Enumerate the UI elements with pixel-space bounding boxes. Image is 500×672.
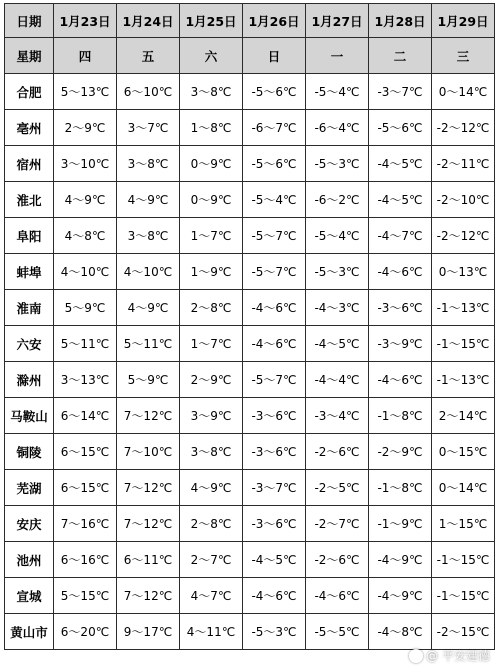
temperature-cell: 0～9℃	[180, 182, 243, 218]
temperature-cell: 7～12℃	[117, 506, 180, 542]
temperature-cell: -2～5℃	[306, 470, 369, 506]
temperature-cell: -1～8℃	[369, 470, 432, 506]
temperature-cell: -4～6℃	[243, 326, 306, 362]
temperature-cell: 4～9℃	[180, 470, 243, 506]
temperature-cell: 5～11℃	[117, 326, 180, 362]
temperature-cell: -4～5℃	[369, 146, 432, 182]
temperature-cell: 0～14℃	[432, 74, 495, 110]
temperature-cell: -4～6℃	[369, 254, 432, 290]
temperature-cell: -4～6℃	[306, 578, 369, 614]
temperature-cell: 4～10℃	[54, 254, 117, 290]
temperature-cell: -5～6℃	[243, 146, 306, 182]
table-row	[5, 146, 495, 182]
temperature-cell: 5～13℃	[54, 74, 117, 110]
date-cell: 1月23日	[54, 4, 117, 38]
temperature-cell: -4～5℃	[306, 326, 369, 362]
city-name: 马鞍山	[5, 398, 54, 434]
date-header-row	[5, 4, 495, 38]
temperature-cell: -1～13℃	[432, 290, 495, 326]
temperature-cell: -6～2℃	[306, 182, 369, 218]
temperature-cell: -5～3℃	[306, 254, 369, 290]
temperature-cell: -1～9℃	[369, 506, 432, 542]
city-name: 池州	[5, 542, 54, 578]
table-row	[5, 578, 495, 614]
temperature-cell: 7～12℃	[117, 470, 180, 506]
date-cell: 1月24日	[117, 4, 180, 38]
date-cell: 1月25日	[180, 4, 243, 38]
temperature-cell: 7～16℃	[54, 506, 117, 542]
temperature-cell: -2～6℃	[306, 542, 369, 578]
temperature-cell: 2～7℃	[180, 542, 243, 578]
city-name: 滁州	[5, 362, 54, 398]
temperature-cell: 3～9℃	[180, 398, 243, 434]
temperature-cell: -4～8℃	[369, 614, 432, 650]
temperature-cell: 1～9℃	[180, 254, 243, 290]
temperature-cell: -3～7℃	[243, 470, 306, 506]
temperature-cell: 3～8℃	[180, 74, 243, 110]
temperature-cell: -3～6℃	[243, 398, 306, 434]
weekday-header-row	[5, 38, 495, 74]
date-label: 日期	[5, 4, 54, 38]
temperature-cell: -2～11℃	[432, 146, 495, 182]
city-name: 宿州	[5, 146, 54, 182]
temperature-cell: -4～5℃	[243, 542, 306, 578]
city-name: 淮北	[5, 182, 54, 218]
city-name: 蚌埠	[5, 254, 54, 290]
weekday-cell: 二	[369, 38, 432, 74]
temperature-cell: 3～8℃	[180, 434, 243, 470]
temperature-cell: -4～9℃	[369, 578, 432, 614]
temperature-cell: 7～10℃	[117, 434, 180, 470]
temperature-cell: 4～10℃	[117, 254, 180, 290]
weekday-label: 星期	[5, 38, 54, 74]
temperature-cell: -2～9℃	[369, 434, 432, 470]
weekday-cell: 一	[306, 38, 369, 74]
temperature-cell: -4～6℃	[243, 578, 306, 614]
temperature-cell: 2～9℃	[180, 362, 243, 398]
temperature-cell: 2～8℃	[180, 290, 243, 326]
temperature-cell: 5～15℃	[54, 578, 117, 614]
table-row	[5, 398, 495, 434]
table-row	[5, 290, 495, 326]
table-row	[5, 614, 495, 650]
temperature-cell: -1～8℃	[369, 398, 432, 434]
city-name: 芜湖	[5, 470, 54, 506]
city-name: 六安	[5, 326, 54, 362]
temperature-cell: 3～8℃	[117, 146, 180, 182]
temperature-cell: -5～7℃	[243, 218, 306, 254]
temperature-cell: -1～15℃	[432, 326, 495, 362]
temperature-cell: -4～9℃	[369, 542, 432, 578]
temperature-cell: -3～6℃	[243, 434, 306, 470]
watermark	[409, 647, 490, 664]
temperature-cell: -5～4℃	[306, 218, 369, 254]
temperature-cell: 5～9℃	[117, 362, 180, 398]
temperature-cell: 4～11℃	[180, 614, 243, 650]
temperature-cell: -5～7℃	[243, 362, 306, 398]
temperature-cell: -5～3℃	[306, 146, 369, 182]
temperature-cell: 0～14℃	[432, 470, 495, 506]
date-cell: 1月27日	[306, 4, 369, 38]
temperature-cell: -3～9℃	[369, 326, 432, 362]
temperature-cell: -5～3℃	[243, 614, 306, 650]
temperature-cell: -2～12℃	[432, 218, 495, 254]
temperature-cell: 1～15℃	[432, 506, 495, 542]
weekday-cell: 三	[432, 38, 495, 74]
temperature-cell: -1～15℃	[432, 578, 495, 614]
city-name: 铜陵	[5, 434, 54, 470]
temperature-cell: 5～9℃	[54, 290, 117, 326]
temperature-cell: 6～16℃	[54, 542, 117, 578]
temperature-cell: 7～12℃	[117, 398, 180, 434]
temperature-cell: -4～7℃	[369, 218, 432, 254]
table-row	[5, 110, 495, 146]
temperature-cell: -4～5℃	[369, 182, 432, 218]
temperature-cell: 6～15℃	[54, 470, 117, 506]
table-row	[5, 434, 495, 470]
temperature-cell: 6～10℃	[117, 74, 180, 110]
date-cell: 1月29日	[432, 4, 495, 38]
temperature-cell: -4～6℃	[369, 362, 432, 398]
weekday-cell: 五	[117, 38, 180, 74]
temperature-cell: 2～9℃	[54, 110, 117, 146]
weekday-cell: 四	[54, 38, 117, 74]
temperature-cell: 2～14℃	[432, 398, 495, 434]
temperature-cell: 9～17℃	[117, 614, 180, 650]
temperature-cell: -5～6℃	[243, 74, 306, 110]
temperature-cell: -2～6℃	[306, 434, 369, 470]
temperature-cell: 5～11℃	[54, 326, 117, 362]
temperature-cell: 3～13℃	[54, 362, 117, 398]
temperature-cell: -5～4℃	[306, 74, 369, 110]
temperature-cell: 4～9℃	[117, 290, 180, 326]
weekday-cell: 六	[180, 38, 243, 74]
city-name: 合肥	[5, 74, 54, 110]
temperature-cell: -3～6℃	[243, 506, 306, 542]
temperature-cell: -4～6℃	[243, 290, 306, 326]
table-row	[5, 74, 495, 110]
city-name: 宣城	[5, 578, 54, 614]
temperature-cell: -2～15℃	[432, 614, 495, 650]
temperature-cell: 1～7℃	[180, 218, 243, 254]
temperature-cell: 3～7℃	[117, 110, 180, 146]
temperature-cell: -5～4℃	[243, 182, 306, 218]
temperature-cell: 2～8℃	[180, 506, 243, 542]
table-row	[5, 542, 495, 578]
temperature-cell: -2～12℃	[432, 110, 495, 146]
temperature-cell: 6～15℃	[54, 434, 117, 470]
temperature-cell: 6～20℃	[54, 614, 117, 650]
temperature-cell: 4～9℃	[117, 182, 180, 218]
temperature-cell: 0～9℃	[180, 146, 243, 182]
temperature-cell: -2～7℃	[306, 506, 369, 542]
table-row	[5, 182, 495, 218]
temperature-cell: 3～8℃	[117, 218, 180, 254]
temperature-cell: -6～4℃	[306, 110, 369, 146]
temperature-cell: 4～7℃	[180, 578, 243, 614]
temperature-cell: 1～7℃	[180, 326, 243, 362]
table-row	[5, 470, 495, 506]
city-name: 安庆	[5, 506, 54, 542]
table-row	[5, 362, 495, 398]
table-row	[5, 218, 495, 254]
temperature-cell: 7～12℃	[117, 578, 180, 614]
temperature-cell: -5～5℃	[306, 614, 369, 650]
temperature-cell: -4～3℃	[306, 290, 369, 326]
temperature-cell: -1～13℃	[432, 362, 495, 398]
temperature-cell: -4～4℃	[306, 362, 369, 398]
city-name: 亳州	[5, 110, 54, 146]
city-name: 阜阳	[5, 218, 54, 254]
date-cell: 1月28日	[369, 4, 432, 38]
city-name: 黄山市	[5, 614, 54, 650]
temperature-cell: 6～14℃	[54, 398, 117, 434]
table-row	[5, 326, 495, 362]
temperature-cell: 4～9℃	[54, 182, 117, 218]
weather-table-container	[4, 3, 495, 650]
temperature-cell: -5～6℃	[369, 110, 432, 146]
temperature-cell: 6～11℃	[117, 542, 180, 578]
temperature-cell: 4～8℃	[54, 218, 117, 254]
temperature-cell: -1～15℃	[432, 542, 495, 578]
temperature-cell: -5～7℃	[243, 254, 306, 290]
table-row	[5, 506, 495, 542]
watermark-text: @ 平安建德	[426, 649, 490, 663]
temperature-cell: -3～4℃	[306, 398, 369, 434]
temperature-cell: 1～8℃	[180, 110, 243, 146]
temperature-cell: -6～7℃	[243, 110, 306, 146]
temperature-cell: 0～15℃	[432, 434, 495, 470]
temperature-cell: -2～10℃	[432, 182, 495, 218]
temperature-cell: -3～6℃	[369, 290, 432, 326]
temperature-cell: 0～13℃	[432, 254, 495, 290]
weather-forecast-table	[4, 3, 495, 650]
weekday-cell: 日	[243, 38, 306, 74]
table-row	[5, 254, 495, 290]
city-name: 淮南	[5, 290, 54, 326]
watermark-logo-icon	[409, 649, 423, 663]
temperature-cell: 3～10℃	[54, 146, 117, 182]
date-cell: 1月26日	[243, 4, 306, 38]
temperature-cell: -3～7℃	[369, 74, 432, 110]
